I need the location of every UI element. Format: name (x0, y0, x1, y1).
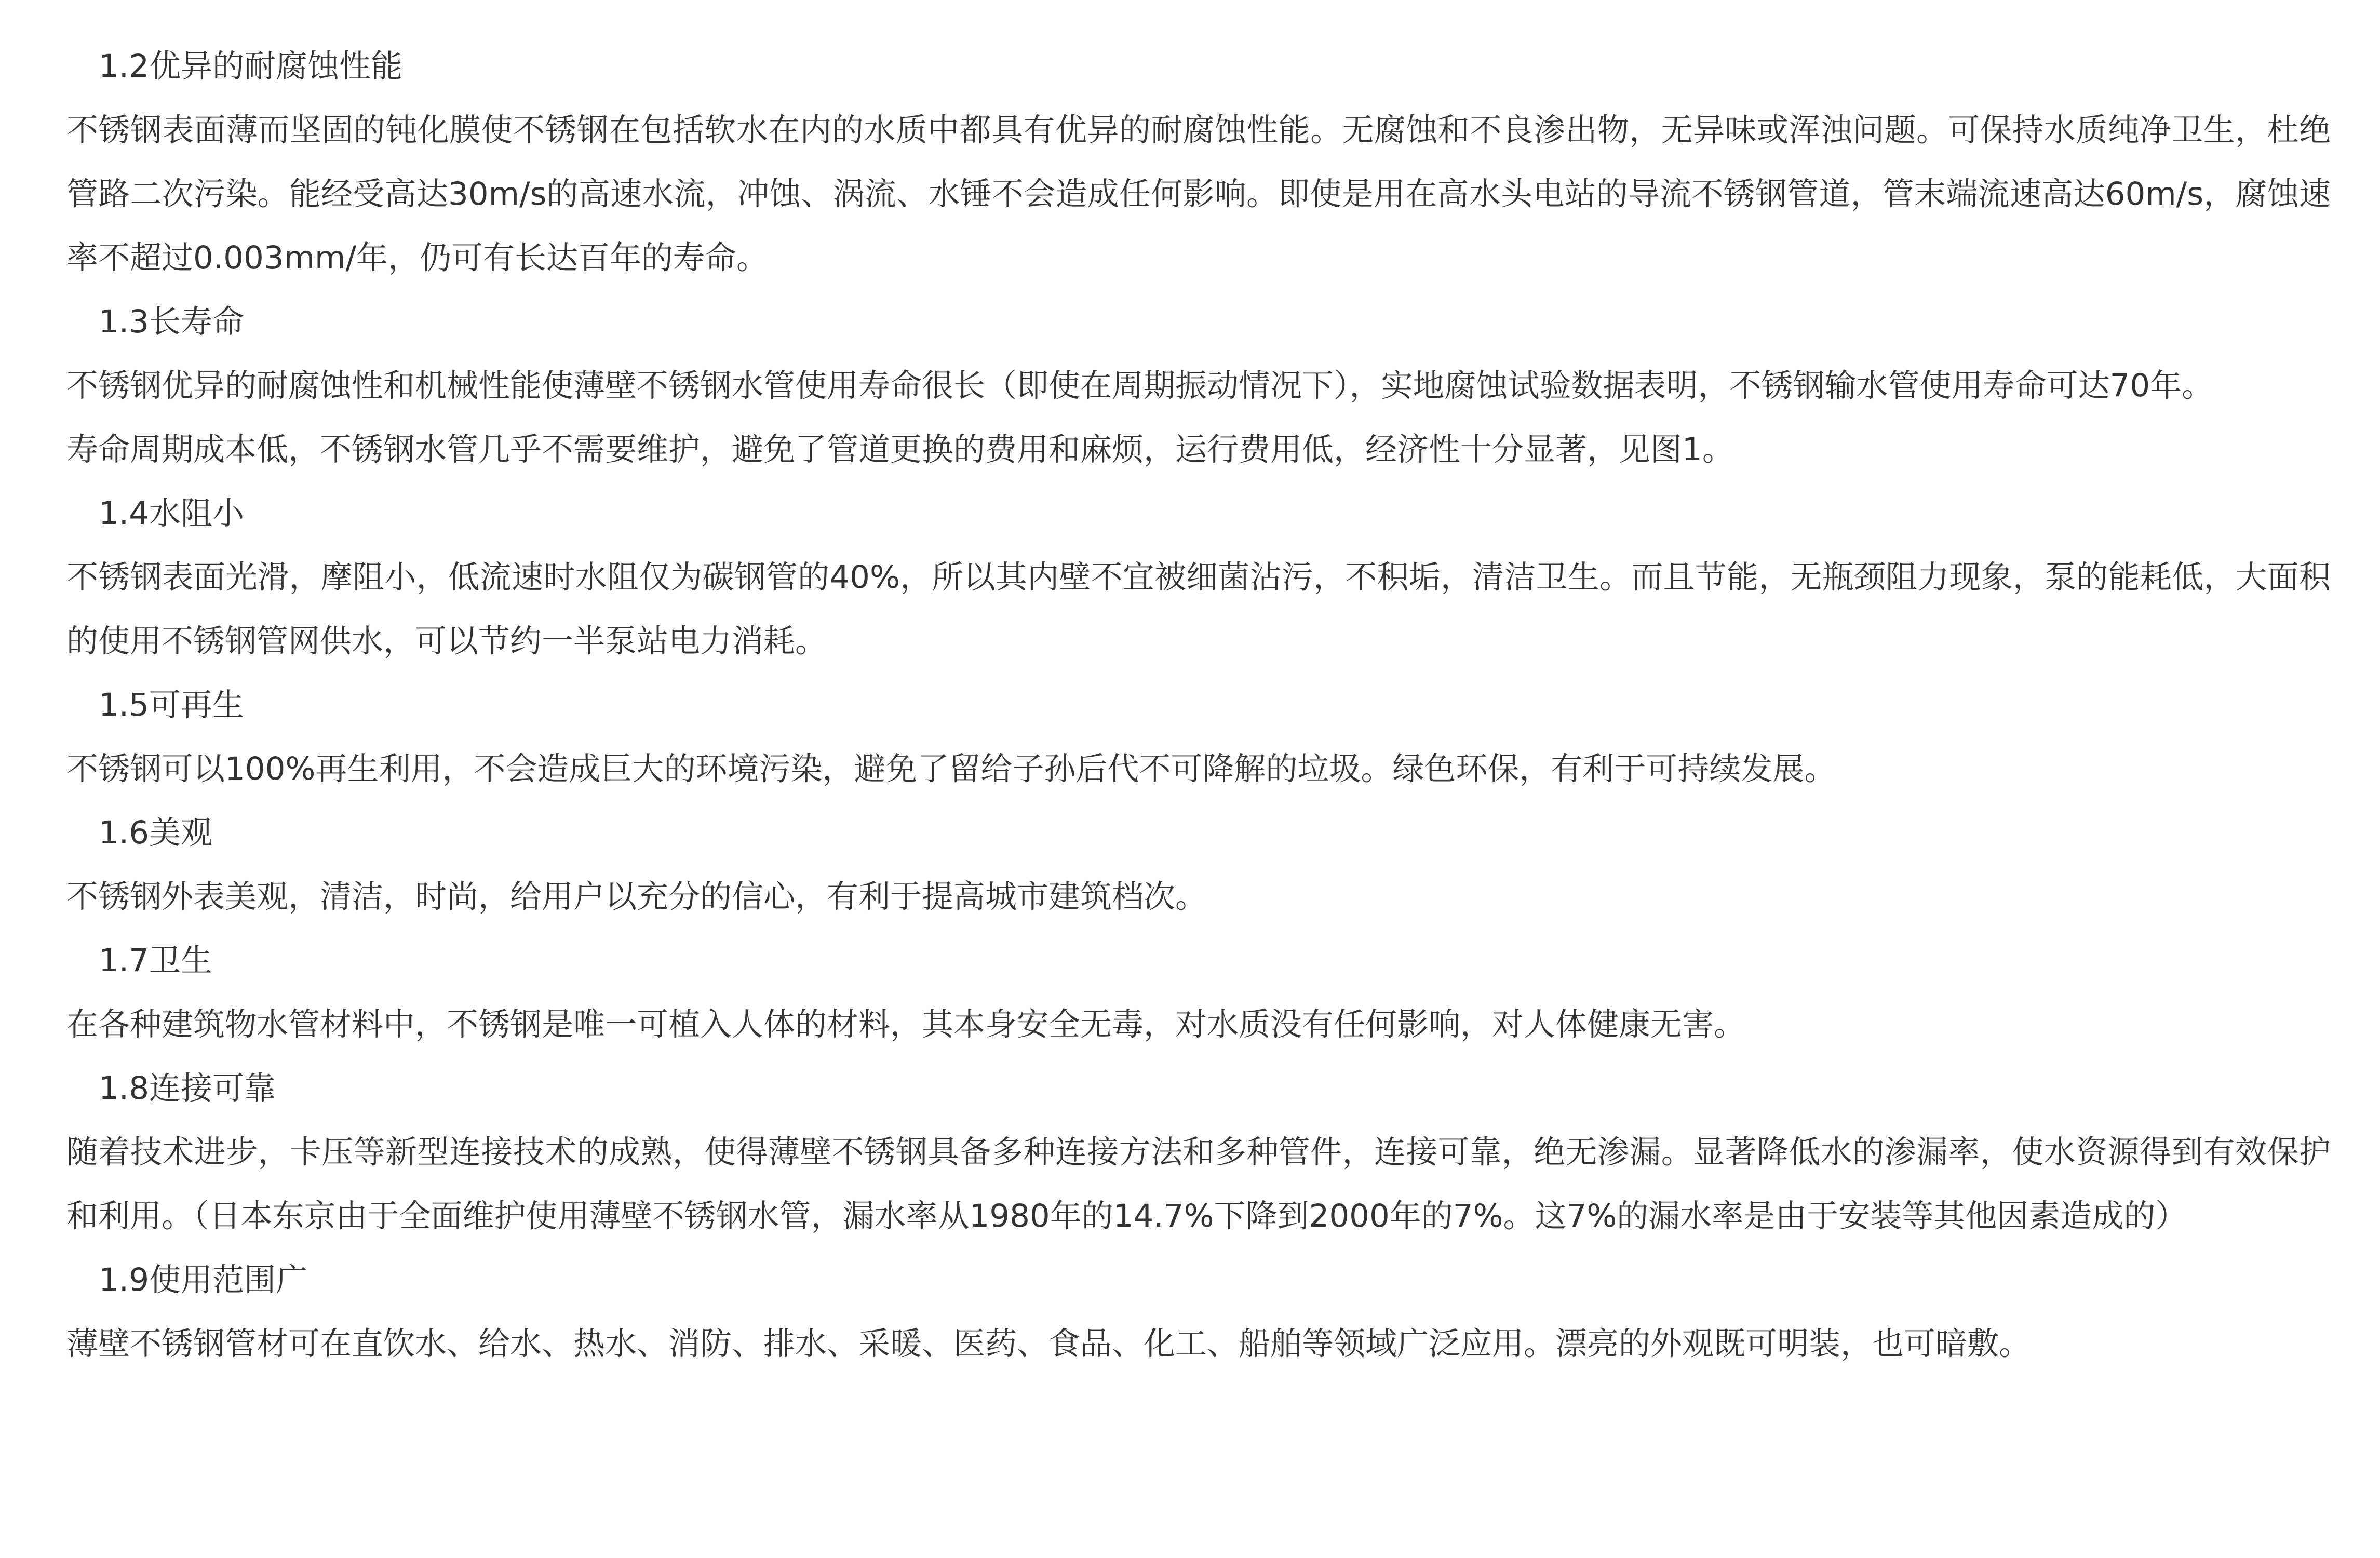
section-paragraph: 不锈钢可以100%再生利用，不会造成巨大的环境污染，避免了留给子孙后代不可降解的垃圾。绿色环保，有利于可持续发展。 (66, 750, 1836, 787)
section-paragraph: 随着技术进步，卡压等新型连接技术的成熟，使得薄壁不锈钢具备多种连接方法和多种管件，连接可靠，绝无渗漏。显著降低水的渗漏率，使水资源得到有效保护和利用。（日本东京由于全面维护使用薄壁不锈钢水管，漏水率从1980年的14.7%下降到2000年的7%。这7%的漏水率是由于安装等其他因素造成的） (66, 1134, 2331, 1234)
section-paragraph: 不锈钢表面薄而坚固的钝化膜使不锈钢在包括软水在内的水质中都具有优异的耐腐蚀性能。无腐蚀和不良渗出物，无异味或浑浊问题。可保持水质纯净卫生，杜绝管路二次污染。能经受高达30m/s的高速水流，冲蚀、涡流、水锤不会造成任何影响。即使是用在高水头电站的导流不锈钢管道，管末端流速高达60m/s，腐蚀速率不超过0.003mm/年，仍可有长达百年的寿命。 (66, 112, 2331, 276)
section-heading-1-7: 1.7卫生 (99, 942, 213, 979)
section-heading-1-3: 1.3长寿命 (99, 303, 245, 340)
section-heading-1-4: 1.4水阻小 (99, 495, 245, 532)
section-heading-1-6: 1.6美观 (99, 814, 213, 851)
section-paragraph: 不锈钢优异的耐腐蚀性和机械性能使薄壁不锈钢水管使用寿命很长（即使在周期振动情况下），实地腐蚀试验数据表明，不锈钢输水管使用寿命可达70年。 (66, 367, 2214, 404)
section-paragraph: 薄壁不锈钢管材可在直饮水、给水、热水、消防、排水、采暖、医药、食品、化工、船舶等领域广泛应用。漂亮的外观既可明装，也可暗敷。 (66, 1325, 2031, 1362)
section-paragraph: 不锈钢表面光滑，摩阻小，低流速时水阻仅为碳钢管的40%，所以其内壁不宜被细菌沾污，不积垢，清洁卫生。而且节能，无瓶颈阻力现象，泵的能耗低，大面积的使用不锈钢管网供水，可以节约一半泵站电力消耗。 (66, 559, 2331, 660)
section-heading-1-5: 1.5可再生 (99, 687, 245, 723)
section-paragraph: 不锈钢外表美观，清洁，时尚，给用户以充分的信心，有利于提高城市建筑档次。 (66, 878, 1207, 915)
article-body (66, 34, 2331, 1376)
section-heading-1-2: 1.2优异的耐腐蚀性能 (99, 48, 403, 85)
section-paragraph: 寿命周期成本低，不锈钢水管几乎不需要维护，避免了管道更换的费用和麻烦，运行费用低，经济性十分显著，见图1。 (66, 431, 1734, 468)
section-heading-1-9: 1.9使用范围广 (99, 1261, 308, 1298)
section-heading-1-8: 1.8连接可靠 (99, 1070, 276, 1107)
section-paragraph: 在各种建筑物水管材料中，不锈钢是唯一可植入人体的材料，其本身安全无毒，对水质没有任何影响，对人体健康无害。 (66, 1006, 1746, 1043)
